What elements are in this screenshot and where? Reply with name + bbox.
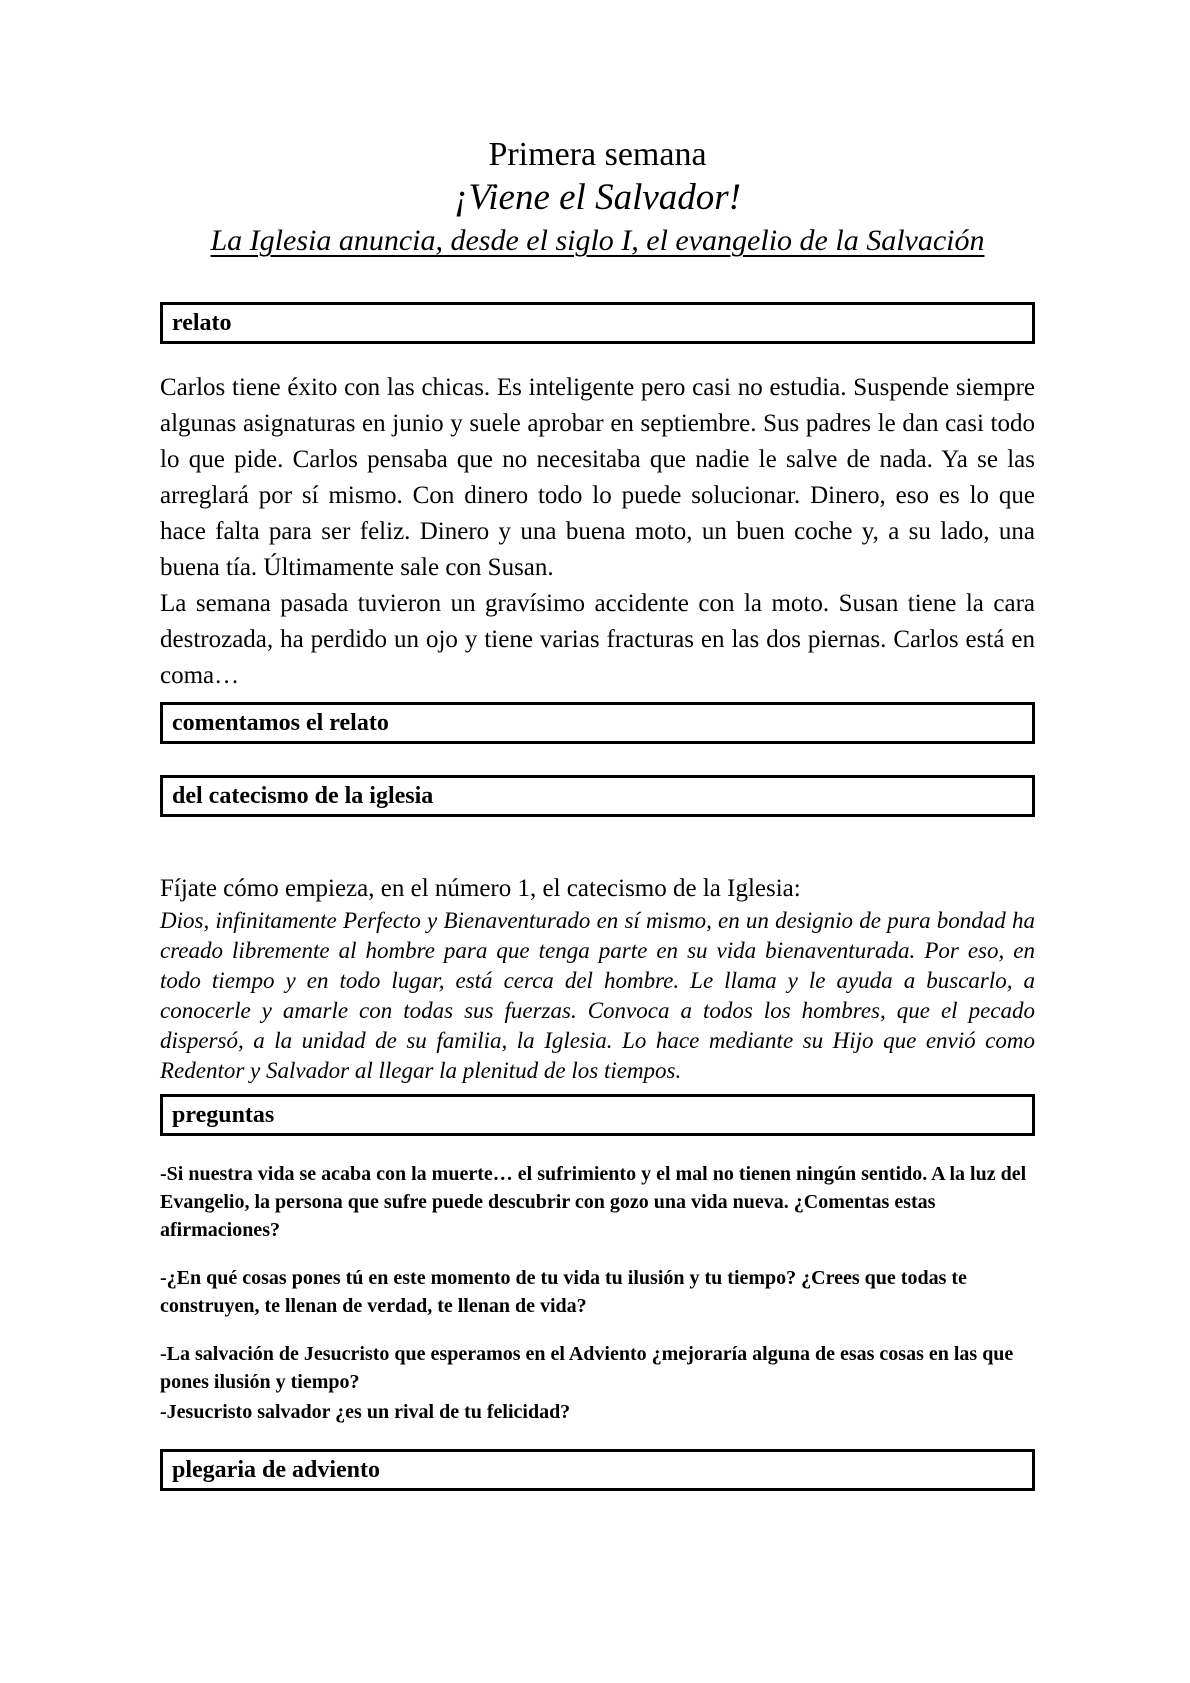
doc-header xyxy=(160,135,1035,261)
section-heading-relato xyxy=(160,302,1035,344)
section-heading-preguntas-label: preguntas xyxy=(172,1102,275,1128)
section-heading-catecismo-label: del catecismo de la iglesia xyxy=(172,783,434,809)
relato-paragraph-1: Carlos tiene éxito con las chicas. Es inteligente pero casi no estudia. Suspende siempre algunas asignaturas en junio y suele aprobar en septiembre. Sus padres le dan casi todo lo que pide. Carlos pensaba que no necesitaba que nadie le salve de nada. Ya se las arreglará por sí mismo. Con dinero todo lo puede solucionar. Dinero, eso es lo que hace falta para ser feliz. Dinero y una buena moto, un buen coche y, a su lado, una buena tía. Últimamente sale con Susan. xyxy=(160,374,1035,581)
section-heading-plegaria xyxy=(160,1449,1035,1491)
section-heading-preguntas xyxy=(160,1094,1035,1136)
catecismo-quote-paragraph: Dios, infinitamente Perfecto y Bienaventurado en sí mismo, en un designio de pura bondad ha creado libremente al hombre para que tenga parte en su vida bienaventurada. Por eso, en todo tiempo y en todo lugar, está cerca del hombre. Le llama y le ayuda a buscarlo, a conocerle y amarle con todas sus fuerzas. Convoca a todos los hombres, que el pecado dispersó, a la unidad de su familia, la Iglesia. Lo hace mediante su Hijo que envió como Redentor y Salvador al llegar la plenitud de los tiempos. xyxy=(160,908,1035,1083)
page-tagline-underlined: La Iglesia anuncia, desde el siglo I, el evangelio de la Salvación xyxy=(210,224,985,257)
question-4: -Jesucristo salvador ¿es un rival de tu felicidad? xyxy=(160,1401,571,1423)
page-subtitle: ¡Viene el Salvador! xyxy=(453,177,741,218)
question-3: -La salvación de Jesucristo que esperamos en el Adviento ¿mejoraría alguna de esas cosas en las que pones ilusión y tiempo? xyxy=(160,1343,1014,1393)
relato-paragraph-2: La semana pasada tuvieron un gravísimo accidente con la moto. Susan tiene la cara destrozada, ha perdido un ojo y tiene varias fracturas en las dos piernas. Carlos está en coma… xyxy=(160,590,1035,689)
page-title: Primera semana xyxy=(488,136,707,173)
section-heading-comentamos-label: comentamos el relato xyxy=(172,710,389,736)
question-1: -Si nuestra vida se acaba con la muerte… el sufrimiento y el mal no tienen ningún sentido. A la luz del Evangelio, la persona que sufre puede descubrir con gozo una vida nueva. ¿Comentas estas afirmaciones? xyxy=(160,1163,1027,1241)
catecismo-intro-line: Fíjate cómo empieza, en el número 1, el catecismo de la Iglesia: xyxy=(160,875,801,902)
question-2: -¿En qué cosas pones tú en este momento de tu vida tu ilusión y tu tiempo? ¿Crees que todas te construyen, te llenan de verdad, te llenan de vida? xyxy=(160,1267,967,1317)
section-heading-plegaria-label: plegaria de adviento xyxy=(172,1457,380,1483)
section-heading-relato-label: relato xyxy=(172,310,232,336)
section-heading-catecismo xyxy=(160,775,1035,817)
section-heading-comentamos xyxy=(160,702,1035,744)
